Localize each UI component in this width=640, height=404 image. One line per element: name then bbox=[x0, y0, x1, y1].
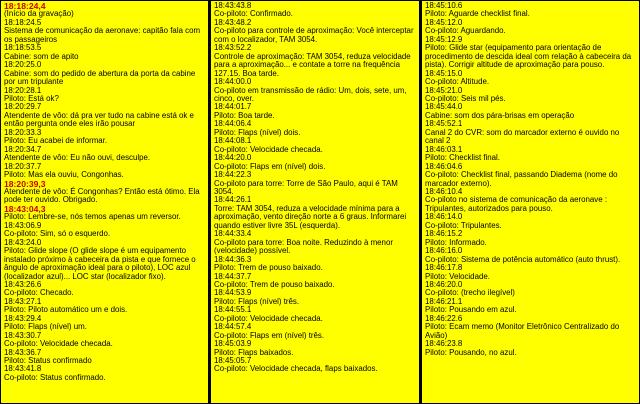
transcript-line: Piloto: Piloto automático um e dois. bbox=[4, 305, 128, 315]
transcript-line: Piloto: Pousando, no azul. bbox=[425, 347, 517, 357]
timestamp-line: 18:43:27.1 bbox=[4, 296, 42, 306]
timestamp-line: 18:44:22.3 bbox=[214, 170, 252, 180]
timestamp-line: 18:44:36.3 bbox=[214, 254, 252, 264]
timestamp-line: 18:44:53.9 bbox=[214, 288, 252, 298]
timestamp-line: 18:46:14.0 bbox=[425, 212, 463, 222]
transcript-line: Co-piloto: (trecho ilegível) bbox=[425, 288, 515, 298]
timestamp-line: 18:43:48.2 bbox=[214, 17, 252, 27]
transcript-line: Co-piloto: Aguardando. bbox=[425, 26, 506, 36]
transcript-line: Co-piloto: Tripulantes. bbox=[425, 220, 502, 230]
transcript-line: Co-piloto: Trem de pouso baixado. bbox=[214, 279, 335, 289]
timestamp-line: 18:43:52.2 bbox=[214, 43, 252, 53]
transcript-line: Piloto: Boa tarde. bbox=[214, 110, 275, 120]
transcript-line: Piloto: Lembre-se, nós temos apenas um reversor. bbox=[4, 212, 181, 222]
timestamp-line: 18:46:20.0 bbox=[425, 279, 463, 289]
transcript-line: Canal 2 do CVR: som do marcador externo é ouvido no canal 2 bbox=[425, 127, 620, 146]
transcript-line: Sistema de comunicação da aeronave: capitão fala com os passageiros bbox=[4, 26, 201, 44]
transcript-line: Atendente de vôo: dá pra ver tudo na cabine está ok e então pergunta onde eles irão pousar bbox=[4, 110, 194, 129]
timestamp-line: 18:46:23.8 bbox=[425, 339, 463, 349]
timestamp-line: 18:45:44.0 bbox=[425, 102, 463, 112]
timestamp-line: 18:45:12.0 bbox=[425, 17, 463, 27]
timestamp-line: 18:43:24.0 bbox=[4, 237, 42, 247]
timestamp-line: 18:44:01.7 bbox=[214, 102, 252, 112]
timestamp-line: 18:43:30.7 bbox=[4, 330, 42, 340]
transcript-line: Cabine: som dos pára-brisas em operação bbox=[425, 110, 575, 120]
timestamp-line: 18:20:37.7 bbox=[4, 161, 42, 171]
transcript-line: Piloto: Checklist final. bbox=[425, 153, 500, 163]
timestamp-line: 18:43:41.8 bbox=[4, 364, 42, 374]
transcript-line: Piloto: Flaps (nível) dois. bbox=[214, 127, 301, 137]
transcript-line: Piloto: Flaps (nível) três. bbox=[214, 296, 300, 306]
transcript-line: Piloto: Informado. bbox=[425, 237, 487, 247]
transcript-column-1 bbox=[0, 0, 209, 404]
timestamp-line: 18:20:29.7 bbox=[4, 102, 42, 112]
transcript-line: Cabine: som do pedido de abertura da porta da cabine por um tripulante bbox=[4, 68, 196, 87]
timestamp-line: 18:46:15.2 bbox=[425, 229, 463, 239]
timestamp-line: 18:46:22.6 bbox=[425, 313, 463, 323]
transcript-line: Co-piloto: Velocidade checada. bbox=[214, 313, 323, 323]
timestamp-line: 18:43:04,3 bbox=[4, 203, 46, 214]
transcript-line: Controle de aproximação: TAM 3054, reduza velocidade para a aproximação... e contate a torre na frequência 127.15. Boa tarde. bbox=[214, 51, 411, 78]
timestamp-line: 18:20:25.0 bbox=[4, 60, 42, 70]
timestamp-line: 18:45:10.6 bbox=[425, 1, 463, 10]
transcript-line: Piloto: Pousando em azul. bbox=[425, 305, 517, 315]
transcript-line: Piloto: Status confirmado bbox=[4, 356, 92, 366]
timestamp-line: 18:44:26.1 bbox=[214, 195, 252, 205]
timestamp-line: 18:45:03.9 bbox=[214, 339, 252, 349]
timestamp-line: 18:43:29.4 bbox=[4, 313, 42, 323]
transcript-line: Co-piloto: Velocidade checada. bbox=[4, 339, 113, 349]
timestamp-line: 18:43:06.9 bbox=[4, 220, 42, 230]
transcript-line: Co-piloto: Flaps em (nível) três. bbox=[214, 330, 325, 340]
transcript-line: Co-piloto: Velocidade checada. bbox=[214, 144, 323, 154]
timestamp-line: 18:44:08.1 bbox=[214, 136, 252, 146]
timestamp-line: 18:18:24.5 bbox=[4, 17, 42, 27]
timestamp-line: 18:44:20.0 bbox=[214, 153, 252, 163]
transcript-line: Piloto: Ecam memo (Monitor Eletrônico Centralizado do Avião) bbox=[425, 322, 620, 340]
timestamp-line: 18:44:06.4 bbox=[214, 119, 252, 129]
timestamp-line: 18:46:04.6 bbox=[425, 161, 463, 171]
timestamp-line: 18:20:33.3 bbox=[4, 127, 42, 137]
timestamp-line: 18:45:15.0 bbox=[425, 68, 463, 78]
transcript-line: Piloto: Glide star (equipamento para orientação de procedimento de descida ideal com relação à cabeceira da pista). Corrigir altitude de aproximação para pouso. bbox=[425, 43, 632, 70]
transcript-line: Co-piloto: Confirmado. bbox=[214, 9, 293, 19]
timestamp-line: 18:20:28.1 bbox=[4, 85, 42, 95]
transcript-line: Piloto: Eu acabei de informar. bbox=[4, 136, 108, 146]
transcript-line: Piloto: Velocidade. bbox=[425, 271, 490, 281]
timestamp-line: 18:43:26.6 bbox=[4, 279, 42, 289]
transcript-line: Atendente de vôo: Eu não ouvi, desculpe. bbox=[4, 153, 151, 163]
transcript-line: Piloto: Mas ela ouviu, Congonhas. bbox=[4, 170, 124, 180]
timestamp-line: 18:45:21.0 bbox=[425, 85, 463, 95]
timestamp-line: 18:45:52.1 bbox=[425, 119, 463, 129]
transcript-line: Co-piloto: Status confirmado. bbox=[4, 372, 106, 382]
transcript-line: Co-piloto para torre: Boa noite. Reduzindo à menor (velocidade) possível. bbox=[214, 237, 393, 256]
timestamp-line: 18:44:00.0 bbox=[214, 77, 252, 87]
timestamp-line: 18:46:10.4 bbox=[425, 186, 463, 196]
timestamp-line: 18:46:16.0 bbox=[425, 246, 463, 256]
transcript-column-3 bbox=[420, 0, 640, 404]
timestamp-line: 18:45:12.9 bbox=[425, 34, 463, 44]
transcript-line: Co-piloto para torre: Torre de São Paulo, aqui é TAM 3054. bbox=[214, 178, 398, 196]
transcript-line: Piloto: Trem de pouso baixado. bbox=[214, 263, 323, 273]
transcript-line: Co-piloto: Checklist final, passando Diadema (nome do marcador externo). bbox=[425, 170, 618, 188]
timestamp-line: 18:43:36.7 bbox=[4, 347, 42, 357]
transcript-line: Co-piloto: Velocidade checada, flaps baixados. bbox=[214, 364, 378, 374]
timestamp-line: 18:18:53.5 bbox=[4, 43, 42, 53]
transcript-line: Co-piloto: Sistema de potência automático (auto thrust). bbox=[425, 254, 621, 264]
transcript-line: (Início da gravação) bbox=[4, 9, 74, 19]
timestamp-line: 18:46:17.8 bbox=[425, 263, 463, 273]
transcript-column-2 bbox=[209, 0, 420, 404]
timestamp-line: 18:46:03.1 bbox=[425, 144, 463, 154]
timestamp-line: 18:44:55.1 bbox=[214, 305, 252, 315]
timestamp-line: 18:44:33.4 bbox=[214, 229, 252, 239]
timestamp-line: 18:18:24,4 bbox=[4, 1, 46, 11]
transcript-line: Piloto: Flaps baixados. bbox=[214, 347, 294, 357]
transcript-line: Piloto: Está ok? bbox=[4, 93, 59, 103]
transcript-line: Piloto: Flaps (nível) um. bbox=[4, 322, 87, 332]
transcript-line: Co-piloto: Altitude. bbox=[425, 77, 490, 87]
transcript-line: Co-piloto: Flaps em (nível) dois. bbox=[214, 161, 326, 171]
transcript-line: Co-piloto: Seis mil pés. bbox=[425, 93, 506, 103]
transcript-line: Atendente de vôo: É Congonhas? Então está ótimo. Ela pode ter ouvido. Obrigado. bbox=[4, 186, 200, 205]
transcript-line: Co-piloto: Sim, só o esquerdo. bbox=[4, 229, 111, 239]
transcript-line: Piloto: Aguarde checklist final. bbox=[425, 9, 530, 19]
transcript-line: Cabine: som de apito bbox=[4, 51, 79, 61]
transcript-line: Torre: TAM 3054, reduza a velocidade mínima para a aproximação, vento direção norte a 6 graus. Informarei quando estiver livre 35L (esquerda). bbox=[214, 203, 407, 230]
transcript-line: Piloto: Glide slope (O glide slope é um equipamento instalado próximo à cabeceira da pista e que fornece o ângulo de aproximação ideal para o piloto), LOC azul (localizador azul)... LOC star (localizador fixo). bbox=[4, 246, 196, 281]
transcript-line: Co-piloto para controle de aproximação: Você interceptar com o localizador, TAM 3054. bbox=[214, 26, 414, 44]
timestamp-line: 18:46:21.1 bbox=[425, 296, 463, 306]
transcript-line: Co-piloto em transmissão de rádio: Um, dois, sete, um, cinco, over. bbox=[214, 85, 407, 103]
timestamp-line: 18:43:43.8 bbox=[214, 1, 252, 10]
transcript-line: Co-piloto: Checado. bbox=[4, 288, 74, 298]
timestamp-line: 18:44:57.4 bbox=[214, 322, 252, 332]
timestamp-line: 18:44:37.7 bbox=[214, 271, 252, 281]
transcript-line: Co-piloto no sistema de comunicação da aeronave : Tripulantes, autorizados para pouso. bbox=[425, 195, 608, 213]
timestamp-line: 18:20:34.7 bbox=[4, 144, 42, 154]
timestamp-line: 18:45:05.7 bbox=[214, 356, 252, 366]
timestamp-line: 18:20:39,3 bbox=[4, 178, 46, 189]
